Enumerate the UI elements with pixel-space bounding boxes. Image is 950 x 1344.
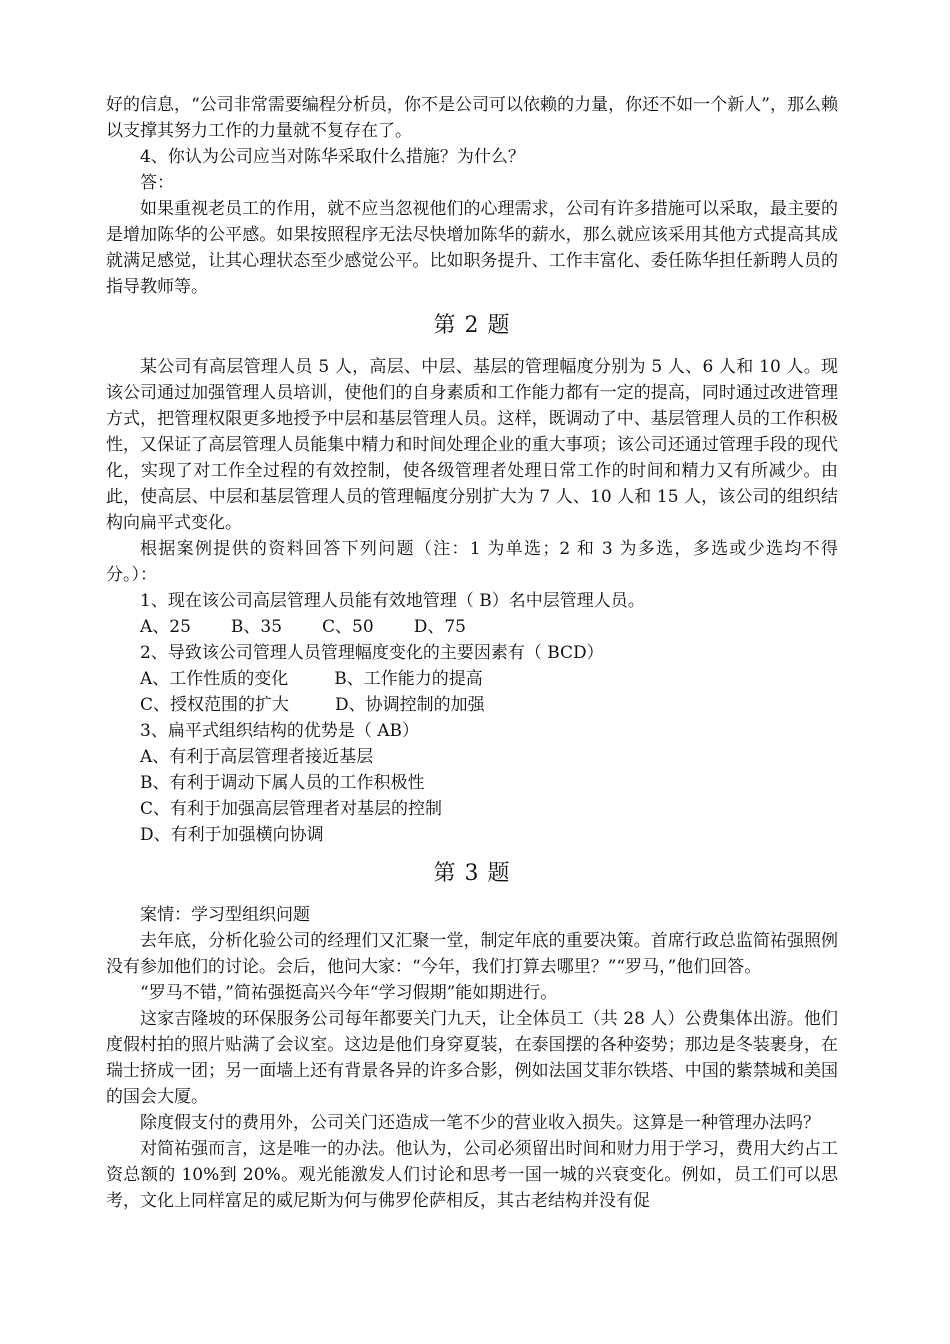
document-page [106,92,838,1214]
option-a: A、有利于高层管理者接近基层 [140,747,374,767]
question-2: 2、导致该公司管理人员管理幅度变化的主要因素有（ BCD） [140,643,604,663]
question-1: 1、现在该公司高层管理人员能有效地管理（ B）名中层管理人员。 [140,591,645,611]
question-3: 3、扁平式组织结构的优势是（ AB） [140,721,419,741]
case-paragraph-1: 去年底，分析化验公司的经理们又汇聚一堂，制定年底的重要决策。首席行政总监简祐强照例没有参加他们的讨论。会后，他问大家：“今年，我们打算去哪里？”“罗马，”他们回答。 [106,931,838,977]
option-d: D、协调控制的加强 [335,695,485,715]
option-c: C、授权范围的扩大 [140,695,290,715]
option-a: A、25 [140,617,191,637]
case-paragraph-5: 对简祐强而言，这是唯一的办法。他认为，公司必须留出时间和财力用于学习，费用大约占工资总额的 10%到 20%。观光能激发人们讨论和思考一国一城的兴衰变化。例如，员工们可以思考，文化上同样富足的威尼斯为何与佛罗伦萨相反，其古老结构并没有促 [106,1139,838,1211]
instruction-text: 根据案例提供的资料回答下列问题（注：1 为单选；2 和 3 为多选，多选或少选均不得分。）： [106,539,838,585]
option-b: B、35 [230,617,283,637]
option-a: A、工作性质的变化 [140,669,289,689]
case-paragraph-3: 这家吉隆坡的环保服务公司每年都要关门九天，让全体员工（共 28 人）公费集体出游。他们度假村拍的照片贴满了会议室。这边是他们身穿夏装，在泰国摆的各种姿势；那边是冬装裹身，在瑞士挤成一团；另一面墙上还有背景各异的许多合影，例如法国艾菲尔铁塔、中国的紫禁城和美国的国会大厦。 [106,1009,838,1107]
paragraph-continuation: 好的信息，“公司非常需要编程分析员，你不是公司可以依赖的力量，你还不如一个新人”，那么赖以支撑其努力工作的力量就不复存在了。 [106,95,838,141]
question-2-options-row-1 [106,666,838,692]
case-paragraph-4: 除度假支付的费用外，公司关门还造成一笔不少的营业收入损失。这算是一种管理办法吗？ [140,1113,820,1133]
answer-text: 如果重视老员工的作用，就不应当忽视他们的心理需求，公司有许多措施可以采取，最主要的是增加陈华的公平感。如果按照程序无法尽快增加陈华的薪水，那么就应该采用其他方式提高其成就满足感觉，让其心理状态至少感觉公平。比如职务提升、工作丰富化、委任陈华担任新聘人员的指导教师等。 [106,199,838,297]
option-b: B、有利于调动下属人员的工作积极性 [140,773,425,793]
option-d: D、有利于加强横向协调 [140,825,324,845]
case-paragraph-2: “罗马不错，”简祐强挺高兴今年“学习假期”能如期进行。 [140,983,558,1003]
answer-label: 答： [140,173,174,193]
question-4: 4、你认为公司应当对陈华采取什么措施？为什么？ [140,147,525,167]
option-b: B、工作能力的提高 [334,669,483,689]
heading-question-2: 第 2 题 [433,313,511,338]
heading-question-3: 第 3 题 [433,861,511,886]
case-paragraph: 某公司有高层管理人员 5 人，高层、中层、基层的管理幅度分别为 5 人、6 人和 10 人。现该公司通过加强管理人员培训，使他们的自身素质和工作能力都有一定的提高，同时通过改进管理方式，把管理权限更多地授予中层和基层管理人员。这样，既调动了中、基层管理人员的工作积极性，又保证了高层管理人员能集中精力和时间处理企业的重大事项；该公司还通过管理手段的现代化，实现了对工作全过程的有效控制，使各级管理者处理日常工作的时间和精力又有所减少。由此，使高层、中层和基层管理人员的管理幅度分别扩大为 7 人、10 人和 15 人，该公司的组织结构向扁平式变化。 [106,357,838,533]
question-1-options [106,614,838,640]
option-c: C、50 [322,617,374,637]
case-title: 案情：学习型组织问题 [140,905,310,925]
question-2-options-row-2 [106,692,838,718]
option-c: C、有利于加强高层管理者对基层的控制 [140,799,443,819]
option-d: D、75 [413,617,466,637]
